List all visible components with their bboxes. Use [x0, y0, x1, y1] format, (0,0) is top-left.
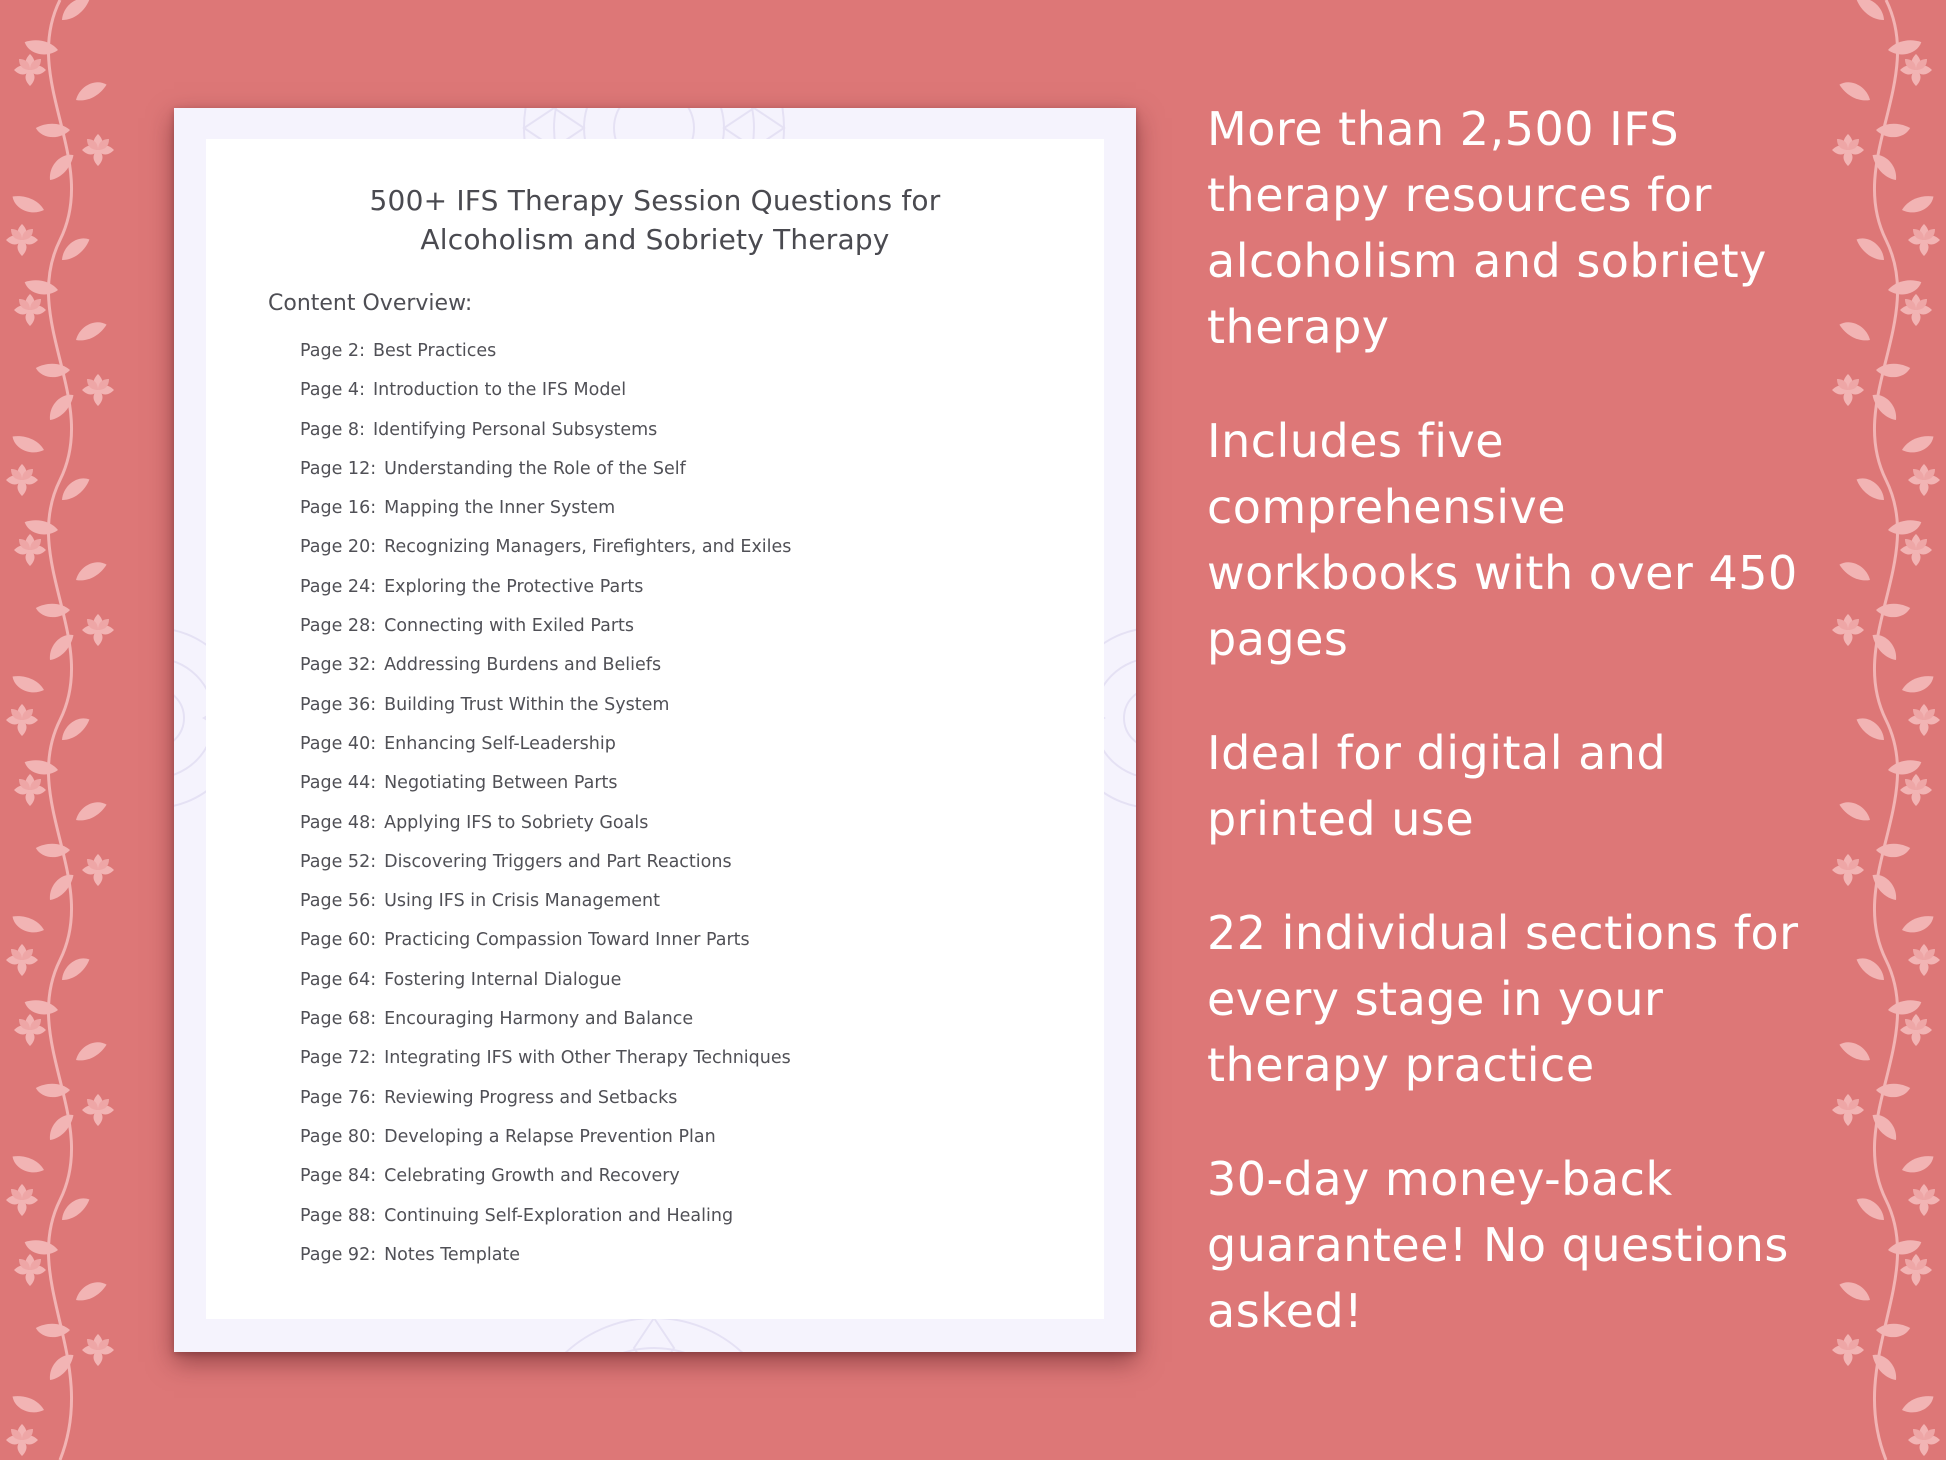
toc-page-number: Page 60:: [300, 930, 377, 951]
toc-page-number: Page 28:: [300, 616, 377, 637]
toc-section-title: Identifying Personal Subsystems: [372, 419, 658, 440]
toc-section-title: Recognizing Managers, Firefighters, and Exiles: [384, 537, 792, 558]
feature-item: 30-day money-back guarantee! No questions asked!: [1207, 1152, 1789, 1338]
toc-entry: [300, 380, 791, 419]
toc-section-title: Connecting with Exiled Parts: [384, 616, 635, 637]
toc-page-number: Page 40:: [300, 733, 377, 754]
toc-page-number: Page 32:: [300, 655, 377, 676]
toc-section-title: Using IFS in Crisis Management: [384, 891, 660, 912]
toc-entry: [300, 773, 791, 812]
toc-section-title: Fostering Internal Dialogue: [384, 969, 622, 990]
toc-page-number: Page 44:: [300, 773, 377, 794]
toc-section-title: Best Practices: [372, 341, 497, 361]
toc-section-title: Introduction to the IFS Model: [372, 380, 627, 401]
feature-item: Includes five comprehensive workbooks with over 450 pages: [1207, 414, 1798, 666]
floral-vine-icon: [1816, 0, 1946, 1460]
toc-section-title: Addressing Burdens and Beliefs: [384, 655, 662, 676]
document-page: [206, 139, 1104, 1319]
table-of-contents: [300, 341, 791, 1284]
toc-section-title: Mapping the Inner System: [384, 498, 616, 519]
toc-section-title: Understanding the Role of the Self: [384, 458, 686, 479]
feature-item: 22 individual sections for every stage in your therapy practice: [1207, 906, 1799, 1092]
toc-page-number: Page 36:: [300, 694, 377, 715]
toc-page-number: Page 80:: [300, 1126, 377, 1147]
toc-page-number: Page 52:: [300, 851, 377, 872]
toc-page-number: Page 4:: [300, 380, 365, 401]
toc-entry: [300, 813, 791, 852]
toc-entry: [300, 616, 791, 655]
toc-section-title: Continuing Self-Exploration and Healing: [384, 1205, 734, 1226]
toc-entry: [300, 341, 791, 380]
toc-section-title: Building Trust Within the System: [384, 694, 670, 715]
toc-section-title: Encouraging Harmony and Balance: [384, 1009, 694, 1030]
toc-page-number: Page 84:: [300, 1166, 377, 1187]
document-title-line-2: Alcoholism and Sobriety Therapy: [420, 223, 890, 256]
toc-entry: [300, 498, 791, 537]
toc-section-title: Negotiating Between Parts: [384, 773, 618, 794]
toc-page-number: Page 8:: [300, 419, 365, 440]
toc-entry: [300, 1048, 791, 1087]
toc-entry: [300, 459, 791, 498]
toc-entry: [300, 852, 791, 891]
toc-entry: [300, 655, 791, 694]
toc-section-title: Exploring the Protective Parts: [384, 576, 644, 597]
toc-entry: [300, 930, 791, 969]
document-title: [206, 181, 1104, 259]
toc-page-number: Page 76:: [300, 1087, 377, 1108]
toc-section-title: Applying IFS to Sobriety Goals: [384, 812, 649, 833]
toc-entry: [300, 695, 791, 734]
toc-section-title: Reviewing Progress and Setbacks: [384, 1087, 678, 1108]
toc-page-number: Page 92:: [300, 1244, 377, 1265]
toc-page-number: Page 72:: [300, 1048, 377, 1069]
toc-entry: [300, 734, 791, 773]
toc-page-number: Page 48:: [300, 812, 377, 833]
toc-entry: [300, 537, 791, 576]
toc-section-title: Notes Template: [384, 1244, 521, 1265]
toc-page-number: Page 12:: [300, 458, 377, 479]
toc-page-number: Page 68:: [300, 1009, 377, 1030]
toc-page-number: Page 64:: [300, 969, 377, 990]
toc-entry: [300, 891, 791, 930]
toc-entry: [300, 1166, 791, 1205]
toc-entry: [300, 1206, 791, 1245]
document-preview: [174, 108, 1136, 1352]
toc-section-title: Enhancing Self-Leadership: [384, 733, 616, 754]
toc-entry: [300, 1088, 791, 1127]
content-overview-heading: Content Overview:: [268, 291, 473, 316]
toc-entry: [300, 970, 791, 1009]
toc-entry: [300, 420, 791, 459]
feature-item: Ideal for digital and printed use: [1207, 726, 1667, 846]
toc-page-number: Page 24:: [300, 576, 377, 597]
floral-vine-icon: [0, 0, 130, 1460]
toc-entry: [300, 1009, 791, 1048]
toc-entry: [300, 577, 791, 616]
toc-section-title: Discovering Triggers and Part Reactions: [384, 851, 732, 872]
toc-section-title: Integrating IFS with Other Therapy Techniques: [384, 1048, 791, 1069]
toc-page-number: Page 2:: [300, 341, 365, 361]
feature-list: [1207, 96, 1807, 1392]
toc-entry: [300, 1127, 791, 1166]
feature-item: More than 2,500 IFS therapy resources for alcoholism and sobriety therapy: [1207, 102, 1767, 354]
toc-page-number: Page 56:: [300, 891, 377, 912]
toc-section-title: Developing a Relapse Prevention Plan: [384, 1126, 716, 1147]
document-title-line-1: 500+ IFS Therapy Session Questions for: [369, 184, 941, 217]
toc-entry: [300, 1245, 791, 1284]
toc-page-number: Page 16:: [300, 498, 377, 519]
toc-page-number: Page 88:: [300, 1205, 377, 1226]
toc-section-title: Celebrating Growth and Recovery: [384, 1166, 680, 1187]
toc-section-title: Practicing Compassion Toward Inner Parts: [384, 930, 750, 951]
toc-page-number: Page 20:: [300, 537, 377, 558]
